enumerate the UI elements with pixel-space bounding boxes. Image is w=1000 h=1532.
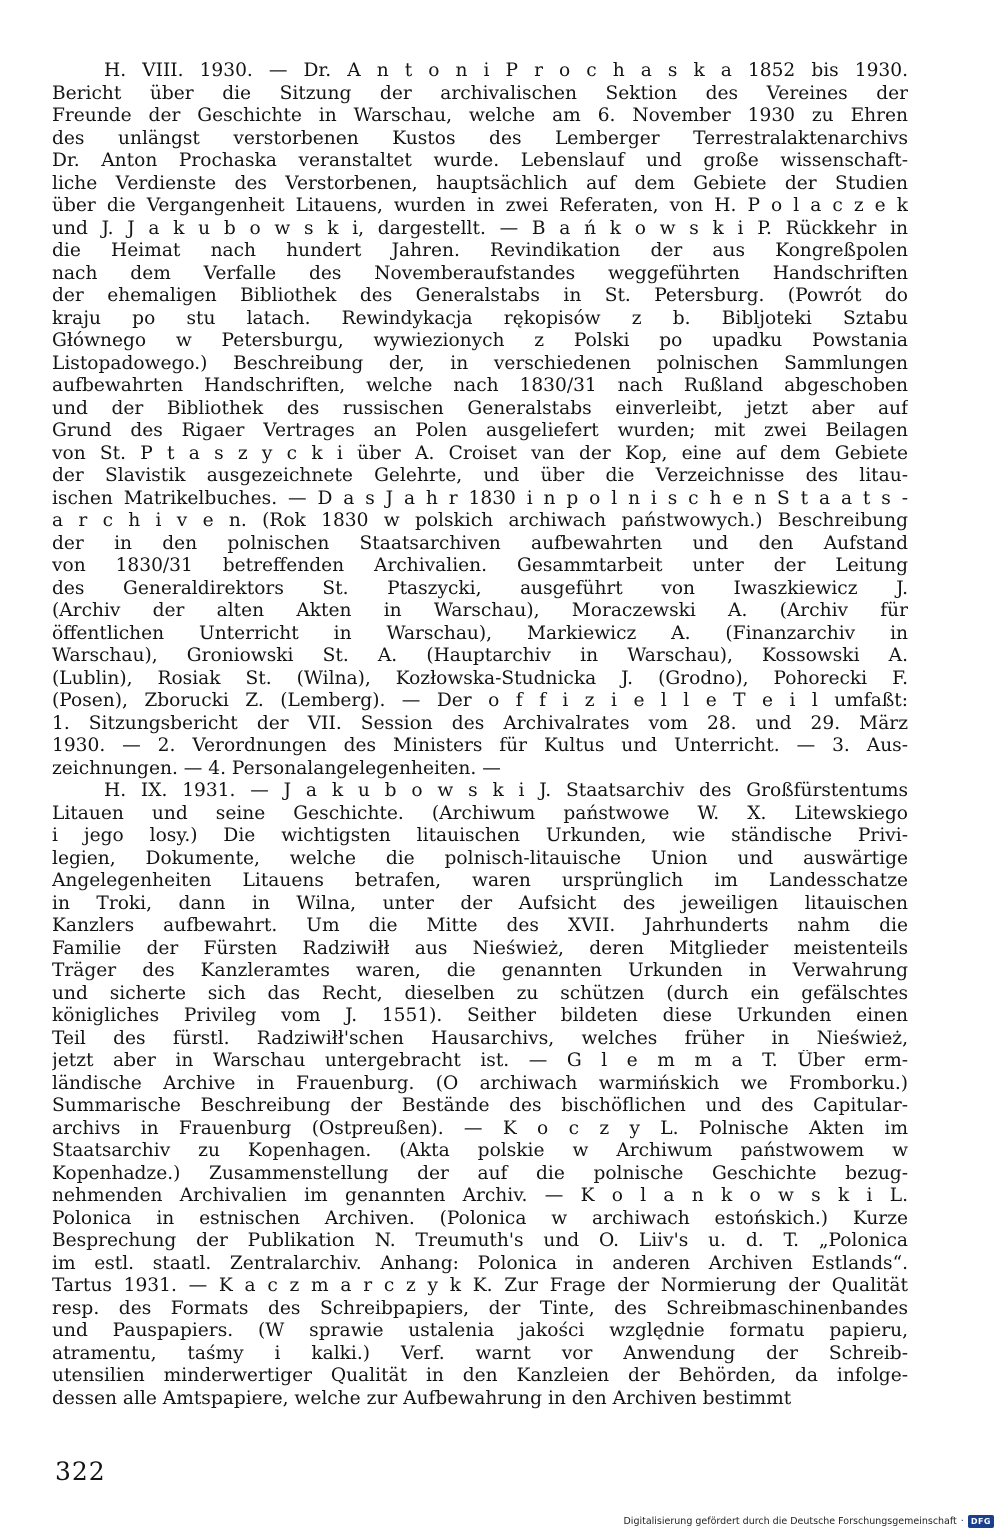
text-line: die Heimat nach hundert Jahren. Revindikation der aus Kongreßpolen bbox=[52, 240, 908, 261]
text-line: Staatsarchiv zu Kopenhagen. (Akta polskie w Archiwum państwowem w bbox=[52, 1140, 908, 1161]
paragraph-heft-viii bbox=[52, 60, 908, 780]
text-line: (Posen), Zborucki Z. (Lemberg). — Der o f f i z i e l l e T e i l umfaßt: bbox=[52, 690, 908, 711]
text-line: zeichnungen. — 4. Personalangelegenheiten. — bbox=[52, 757, 501, 779]
text-line: und J. J a k u b o w s k i, dargestellt. — B a ń k o w s k i P. Rückkehr in bbox=[52, 217, 908, 239]
text-line: Träger des Kanzleramtes waren, die genannten Urkunden in Verwahrung bbox=[52, 960, 908, 981]
text-line: Teil des fürstl. Radziwiłł'schen Hausarchivs, welches früher in Nieśwież, bbox=[52, 1027, 908, 1049]
text-line: Kopenhadze.) Zusammenstellung der auf die polnische Geschichte bezug- bbox=[52, 1162, 908, 1184]
text-line: H. VIII. 1930. — Dr. A n t o n i P r o c h a s k a 1852 bis 1930. bbox=[104, 60, 908, 81]
text-line: Listopadowego.) Beschreibung der, in verschiedenen polnischen Sammlungen bbox=[52, 352, 908, 374]
text-line: Familie der Fürsten Radziwiłł aus Nieśwież, deren Mitglieder meistenteils bbox=[52, 937, 908, 959]
text-line: ischen Matrikelbuches. — D a s J a h r 1830 i n p o l n i s c h e n S t a a t s - bbox=[52, 487, 908, 509]
text-line: Angelegenheiten Litauens betrafen, waren ursprünglich im Landesschatze bbox=[52, 870, 908, 891]
document-page bbox=[52, 60, 908, 1410]
text-line: Dr. Anton Prochaska veranstaltet wurde. Lebenslauf und große wissenschaft- bbox=[52, 150, 908, 171]
text-line: in Troki, dann in Wilna, unter der Aufsicht des jeweiligen litauischen bbox=[52, 892, 908, 914]
text-line: (Archiv der alten Akten in Warschau), Moraczewski A. (Archiv für bbox=[52, 600, 908, 621]
text-line: atramentu, taśmy i kalki.) Verf. warnt vor Anwendung der Schreib- bbox=[52, 1342, 908, 1364]
text-line: der Slavistik ausgezeichnete Gelehrte, und über die Verzeichnisse des litau- bbox=[52, 465, 908, 486]
text-line: 1. Sitzungsbericht der VII. Session des Archivalrates vom 28. und 29. März bbox=[52, 712, 908, 734]
text-line: Summarische Beschreibung der Bestände des bischöflichen und des Capitular- bbox=[52, 1095, 908, 1116]
text-line: Warschau), Groniowski St. A. (Hauptarchiv in Warschau), Kossowski A. bbox=[52, 645, 908, 666]
text-line: im estl. staatl. Zentralarchiv. Anhang: Polonica in anderen Archiven Estlands“. bbox=[52, 1252, 908, 1274]
text-line: utensilien minderwertiger Qualität in den Kanzleien der Behörden, da infolge- bbox=[52, 1365, 908, 1386]
footer-text: Digitalisierung gefördert durch die Deutsche Forschungsgemeinschaft bbox=[623, 1516, 957, 1527]
text-line: der ehemaligen Bibliothek des Generalstabs in St. Petersburg. (Powrót do bbox=[52, 285, 908, 306]
text-line: liche Verdienste des Verstorbenen, hauptsächlich auf dem Gebiete der Studien bbox=[52, 172, 908, 194]
text-line: nach dem Verfalle des Novemberaufstandes weggeführten Handschriften bbox=[52, 262, 908, 284]
text-line: jetzt aber in Warschau untergebracht ist. — G l e m m a T. Über erm- bbox=[52, 1050, 908, 1071]
paragraph-heft-ix bbox=[52, 780, 908, 1410]
text-line: Grund des Rigaer Vertrages an Polen ausgeliefert wurden; mit zwei Beilagen bbox=[52, 420, 908, 441]
text-line: königliches Privileg vom J. 1551). Seither bildeten diese Urkunden einen bbox=[52, 1005, 908, 1026]
text-line: kraju po stu latach. Rewindykacja rękopisów z b. Bibljoteki Sztabu bbox=[52, 307, 908, 329]
text-line: archivs in Frauenburg (Ostpreußen). — K o c z y L. Polnische Akten im bbox=[52, 1117, 908, 1139]
text-line: Besprechung der Publikation N. Treumuth's und O. Liiv's u. d. T. „Polonica bbox=[52, 1230, 908, 1251]
text-line: Freunde der Geschichte in Warschau, welche am 6. November 1930 zu Ehren bbox=[52, 105, 908, 126]
text-line: und sicherte sich das Recht, dieselben zu schützen (durch ein gefälschtes bbox=[52, 982, 908, 1004]
text-line: öffentlichen Unterricht in Warschau), Markiewicz A. (Finanzarchiv in bbox=[52, 622, 908, 644]
text-line: des unlängst verstorbenen Kustos des Lemberger Terrestralaktenarchivs bbox=[52, 127, 908, 149]
dfg-logo-icon: DFG bbox=[968, 1515, 994, 1528]
text-line: über die Vergangenheit Litauens, wurden in zwei Referaten, von H. P o l a c z e k bbox=[52, 195, 908, 216]
text-line: 1930. — 2. Verordnungen des Ministers für Kultus und Unterricht. — 3. Aus- bbox=[52, 735, 908, 756]
text-line: Głównego w Petersburgu, wywiezionych z Polski po upadku Powstania bbox=[52, 330, 908, 351]
text-line: Kanzlers aufbewahrt. Um die Mitte des XVII. Jahrhunderts nahm die bbox=[52, 915, 908, 936]
text-line: und der Bibliothek des russischen Generalstabs einverleibt, jetzt aber auf bbox=[52, 397, 908, 419]
digitization-footer bbox=[623, 1515, 994, 1528]
text-line: (Lublin), Rosiak St. (Wilna), Kozłowska-Studnicka J. (Grodno), Pohorecki F. bbox=[52, 667, 908, 689]
text-line: legien, Dokumente, welche die polnisch-litauische Union und auswärtige bbox=[52, 847, 908, 869]
text-line: i jego losy.) Die wichtigsten litauischen Urkunden, wie ständische Privi- bbox=[52, 825, 908, 846]
text-line: a r c h i v e n. (Rok 1830 w polskich archiwach państwowych.) Beschreibung bbox=[52, 510, 908, 531]
footer-separator: · bbox=[960, 1516, 964, 1527]
text-line: Polonica in estnischen Archiven. (Polonica w archiwach estońskich.) Kurze bbox=[52, 1207, 908, 1229]
text-line: Litauen und seine Geschichte. (Archiwum państwowe W. X. Litewskiego bbox=[52, 802, 908, 824]
text-line: des Generaldirektors St. Ptaszycki, ausgeführt von Iwaszkiewicz J. bbox=[52, 577, 908, 599]
text-line: von St. P t a s z y c k i über A. Croiset van der Kop, eine auf dem Gebiete bbox=[52, 442, 908, 464]
text-line: der in den polnischen Staatsarchiven aufbewahrten und den Aufstand bbox=[52, 532, 908, 554]
text-line: nehmenden Archivalien im genannten Archiv. — K o l a n k o w s k i L. bbox=[52, 1185, 908, 1206]
text-line: und Pauspapiers. (W sprawie ustalenia jakości względnie formatu papieru, bbox=[52, 1320, 908, 1341]
text-line: Tartus 1931. — K a c z m a r c z y k K. Zur Frage der Normierung der Qualität bbox=[52, 1275, 908, 1296]
text-line: Bericht über die Sitzung der archivalischen Sektion des Vereines der bbox=[52, 82, 908, 104]
text-line: H. IX. 1931. — J a k u b o w s k i J. Staatsarchiv des Großfürstentums bbox=[104, 780, 908, 801]
text-line: ländische Archive in Frauenburg. (O archiwach warmińskich we Fromborku.) bbox=[52, 1072, 908, 1094]
text-line: resp. des Formats des Schreibpapiers, der Tinte, des Schreibmaschinenbandes bbox=[52, 1297, 908, 1319]
text-line: aufbewahrten Handschriften, welche nach 1830/31 nach Rußland abgeschoben bbox=[52, 375, 908, 396]
text-line: von 1830/31 betreffenden Archivalien. Gesammtarbeit unter der Leitung bbox=[52, 555, 908, 576]
page-number: 322 bbox=[55, 1457, 106, 1486]
text-line: dessen alle Amtspapiere, welche zur Aufbewahrung in den Archiven bestimmt bbox=[52, 1387, 792, 1409]
